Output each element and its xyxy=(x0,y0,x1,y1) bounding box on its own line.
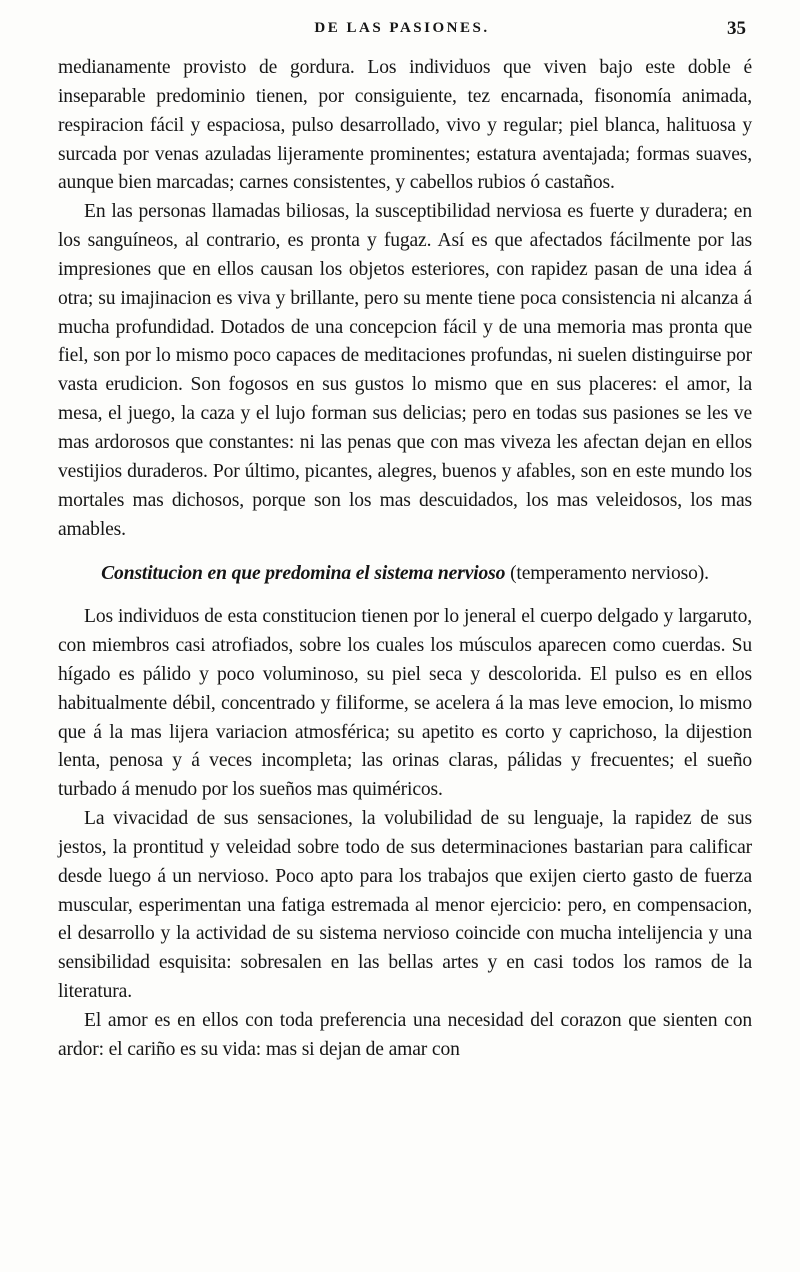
page-number: 35 xyxy=(727,18,746,39)
running-head: DE LAS PASIONES. xyxy=(314,20,490,36)
section-heading-subtitle: (temperamento nervioso). xyxy=(510,563,709,585)
section-heading xyxy=(58,560,752,589)
paragraph: En las personas llamadas biliosas, la susceptibilidad nerviosa es fuerte y duradera; en los sanguíneos, al contrario, es pronta y fugaz. Así es que afectados fácilmente por las impresiones que en ellos causan los objetos esteriores, con rapidez pasan de una idea á otra; su imajinacion es viva y brillante, pero su mente tiene poca consistencia ni alcanza á mucha profundidad. Dotados de una concepcion fácil y de una memoria mas pronta que fiel, son por lo mismo poco capaces de meditaciones profundas, ni suelen distinguirse por vasta erudicion. Son fogosos en sus gustos lo mismo que en sus placeres: el amor, la mesa, el juego, la caza y el lujo forman sus delicias; pero en todas sus pasiones se les ve mas ardorosos que constantes: ni las penas que con mas viveza les afectan dejan en ellos vestijios duraderos. Por último, picantes, alegres, buenos y afables, son en este mundo los mortales mas dichosos, porque son los mas descuidados, los mas veleidosos, los mas amables. xyxy=(58,201,752,540)
paragraph: La vivacidad de sus sensaciones, la volubilidad de su lenguaje, la rapidez de sus jestos, la prontitud y veleidad sobre todo de sus determinaciones bastarian para calificar desde luego á un nervioso. Poco apto para los trabajos que exijen cierto gasto de fuerza muscular, esperimentan una fatiga estremada al menor ejercicio: pero, en compensacion, el desarrollo y la actividad de su sistema nervioso coincide con mucha intelijencia y una sensibilidad esquisita: sobresalen en las bellas artes y en casi todos los ramos de la literatura. xyxy=(58,808,752,1003)
page-header xyxy=(52,20,752,50)
paragraph: Los individuos de esta constitucion tienen por lo jeneral el cuerpo delgado y largaruto, con miembros casi atrofiados, sobre los cuales los músculos aparecen como cuerdas. Su hígado es pálido y poco voluminoso, su piel seca y descolorida. El pulso es en ellos habitualmente débil, concentrado y filiforme, se acelera á la mas leve emocion, lo mismo que á la mas lijera variacion atmosférica; su apetito es corto y caprichoso, la dijestion lenta, penosa y á veces incompleta; las orinas claras, pálidas y frecuentes; el sueño turbado á menudo por los sueños mas quiméricos. xyxy=(58,606,752,801)
section-heading-title: Constitucion en que predomina el sistema nervioso xyxy=(101,563,506,585)
body-text xyxy=(58,54,752,1065)
paragraph: medianamente provisto de gordura. Los individuos que viven bajo este doble é inseparable predominio tienen, por consiguiente, tez encarnada, fisonomía animada, respiracion fácil y espaciosa, pulso desarrollado, vivo y regular; piel blanca, halituosa y surcada por venas azuladas lijeramente prominentes; estatura aventajada; formas suaves, aunque bien marcadas; carnes consistentes, y cabellos rubios ó castaños. xyxy=(58,57,752,194)
paragraph: El amor es en ellos con toda preferencia una necesidad del corazon que sienten con ardor: el cariño es su vida: mas si dejan de amar con xyxy=(58,1010,752,1060)
